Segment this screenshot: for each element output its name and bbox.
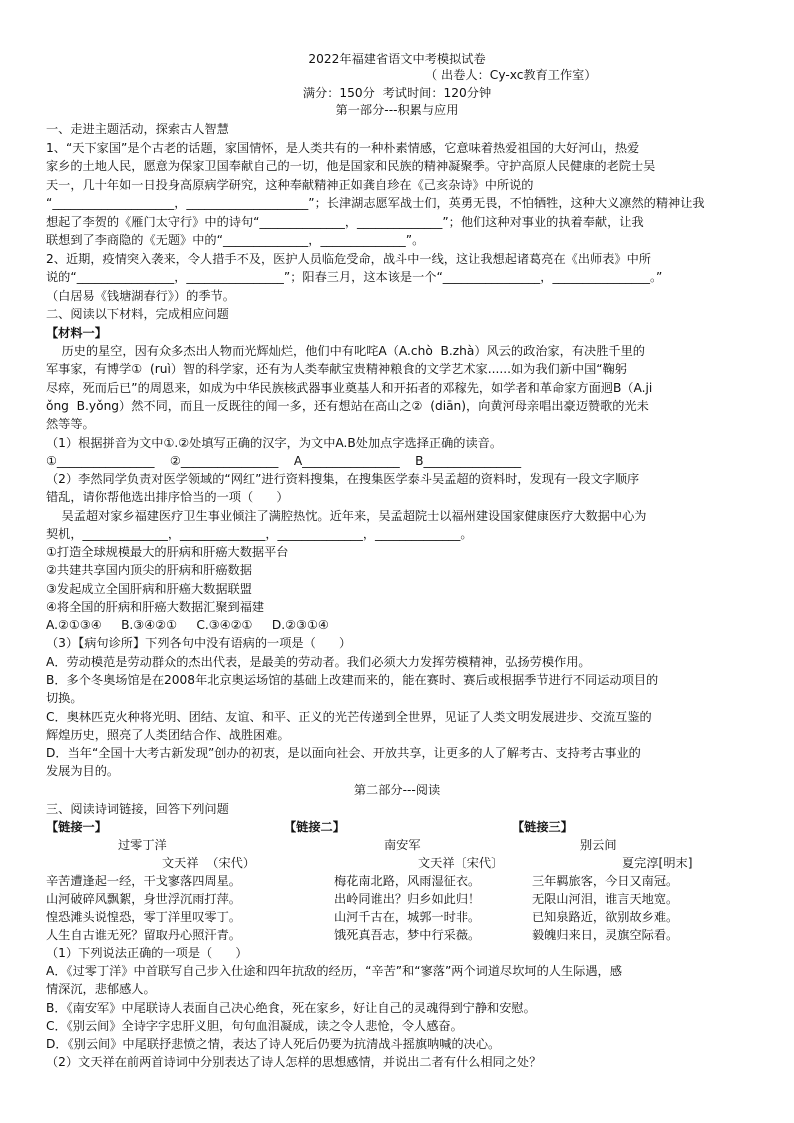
part2-heading: 第二部分---阅读	[353, 783, 441, 797]
poem-line: 无限山河泪，谁言天地宽。	[532, 892, 679, 906]
s2-passage: 吴孟超对家乡福建医疗卫生事业倾注了满腔热忱。近年来，吴孟超院士以福州建设国家健康医疗大数据中心为	[46, 509, 647, 523]
poem-author: 文天祥 （宋代）	[162, 856, 256, 870]
s1-line: （白居易《钱塘湖春行》）的季节。	[46, 289, 235, 303]
poem-line: 人生自古谁无死？留取丹心照汗青。	[46, 928, 241, 942]
exam-title: 2022年福建省语文中考模拟试卷	[308, 52, 486, 66]
s2-choice-b: B．多个冬奥场馆是在2008年北京奥运场馆的基础上改建而来的，能在赛时、赛后或根据季节进行不同运动项目的	[46, 673, 659, 687]
poem-link-label: 【链接二】	[284, 820, 345, 834]
s1-line: 天一，几十年如一日投身高原病学研究，这种奉献精神正如龚自珍在《己亥杂诗》中所说的	[46, 178, 534, 192]
material-one-label: 【材料一】	[46, 326, 107, 340]
s2-paragraph: 然等等。	[46, 417, 95, 431]
poem-link-label: 【链接三】	[512, 820, 573, 834]
s1-line: 家乡的土地人民，愿意为保家卫国奉献自己的一切，他是国家和民族的精神凝聚季。守护高原人民健康的老院士吴	[46, 159, 656, 173]
poem-title: 过零丁洋	[118, 838, 167, 852]
s2-option: ④将全国的肝病和肝癌大数据汇聚到福建	[46, 600, 265, 614]
s2-choice-a: A．劳动模范是劳动群众的杰出代表，是最美的劳动者。我们必须大力发挥劳模精神，弘扬劳模作用。	[46, 655, 591, 669]
s1-line: 联想到了李商隐的《无题》中的“______________，______________”。	[46, 233, 425, 247]
s3-choice-c: C．《别云间》全诗字字忠肝义胆，句句血泪凝成，读之令人悲怆，令人感奋。	[46, 1019, 463, 1033]
poem-line: 惶恐滩头说惶恐，零丁洋里叹零丁。	[46, 910, 241, 924]
exam-author: （ 出卷人：Cy-xc教育工作室）	[425, 68, 597, 82]
s2-option: ③发起成立全国肝病和肝癌大数据联盟	[46, 582, 252, 596]
s2-paragraph: 历史的星空，因有众多杰出人物而光辉灿烂，他们中有叱咤A（A.chò B.zhà）风云的政治家，有决胜千里的	[46, 344, 645, 358]
s3-choice-b: B．《南安军》中尾联诗人表面自己决心绝食，死在家乡，好让自己的灵魂得到宁静和安慰。	[46, 1001, 536, 1015]
section3-heading: 三、阅读诗词链接，回答下列问题	[46, 802, 229, 816]
poem-author: 文天祥〔宋代〕	[418, 856, 504, 870]
s2-choice-c: 辉煌历史，照亮了人类团结合作、战胜困难。	[46, 728, 290, 742]
s2-choices: A.②①③④ B.③④②① C.③④②① D.②③①④	[46, 618, 329, 632]
poem-line: 三年羁旅客，今日又南冠。	[532, 874, 679, 888]
poem-title: 南安军	[384, 838, 421, 852]
section1-heading: 一、走进主题活动，探索古人智慧	[46, 122, 229, 136]
poem-title: 别云间	[580, 838, 617, 852]
s2-option: ②共建共享国内顶尖的肝病和肝癌数据	[46, 563, 252, 577]
s3-choice-a: 情深沉，悲郁感人。	[46, 982, 156, 996]
s2-paragraph: 军事家，有博学① (ruì）智的科学家，还有为人类奉献宝贵精神粮食的文学艺术家......如为我们新中国“鞠躬	[46, 362, 627, 376]
s1-line: 说的“________________，________________”；阳春三月，这本该是一个“________________，________________。”	[46, 270, 663, 284]
s1-line: 1、“天下家国”是个古老的话题，家国情怀，是人类共有的一种朴素情感，它意味着热爱祖国的大好河山，热爱	[46, 141, 640, 155]
s2-question: 错乱，请你帮他选出排序恰当的一项（ ）	[46, 490, 289, 504]
poem-line: 山河破碎风飘絮，身世浮沉雨打萍。	[46, 892, 241, 906]
s2-choice-b: 切换。	[46, 691, 83, 705]
s2-question: （3）【病句诊所】下列各句中没有语病的一项是（ ）	[46, 636, 352, 650]
poem-line: 山河千古在，城郭一时非。	[334, 910, 481, 924]
s2-passage: 契机，______________，______________，______________，______________。	[46, 527, 473, 541]
s2-question: （1）根据拼音为文中①.②处填写正确的汉字，为文中A.B处加点字选择正确的读音。	[46, 436, 503, 450]
s2-option: ①打造全球规模最大的肝病和肝癌大数据平台	[46, 545, 289, 559]
s2-question: （2）李然同学负责对医学领域的“网红”进行资料搜集，在搜集医学泰斗吴孟超的资料时，发现有一段文字顺序	[46, 472, 640, 486]
s2-paragraph: ǒng B.yǒng）然不同，而且一反既往的闻一多，还有想站在高山之② (diān)，向黄河母亲唱出豪迈赞歌的光未	[46, 399, 649, 413]
s2-paragraph: 尽瘁，死而后已”的周恩来，如成为中华民族核武器事业奠基人和开拓者的邓稼先，如学者和革命家方面迥B（A.ji	[46, 381, 653, 395]
s3-choice-a: A．《过零丁洋》中首联写自己步入仕途和四年抗敌的经历，“辛苦”和“寥落”两个词道尽坎坷的人生际遇，感	[46, 964, 622, 978]
poem-line: 饿死真吾志，梦中行采薇。	[334, 928, 481, 942]
s3-choice-d: D．《别云间》中尾联抒悲愤之情，表达了诗人死后仍要为抗清战斗摇旗呐喊的决心。	[46, 1037, 501, 1051]
poem-author: 夏完淳[明末]	[622, 856, 693, 870]
part1-heading: 第一部分---积累与应用	[335, 103, 459, 117]
s2-choice-c: C．奥林匹克火种将光明、团结、友谊、和平、正义的光芒传递到全世界，见证了人类文明发展进步、交流互鉴的	[46, 710, 652, 724]
s1-line: 想起了李贺的《雁门太守行》中的诗句“______________，______________”；他们这种对事业的执着奉献，让我	[46, 215, 644, 229]
poem-line: 已知泉路近，欲别故乡难。	[532, 910, 679, 924]
s2-choice-d: 发展为目的。	[46, 764, 120, 778]
s1-line: 2、近期，疫情突入袭来，令人措手不及，医护人员临危受命，战斗中一线，这让我想起诸葛亮在《出师表》中所	[46, 252, 651, 266]
s2-answer-blanks[interactable]: ①________________ ②________________ A________________ B________________	[46, 454, 522, 468]
s2-choice-d: D．当年“全国十大考古新发现”创办的初衷，是以面向社会、开放共享，让更多的人了解考古、支持考古事业的	[46, 746, 641, 760]
s3-question: （1）下列说法正确的一项是（ ）	[46, 946, 248, 960]
poem-line: 辛苦遭逢起一经，干戈寥落四周星。	[46, 874, 241, 888]
section2-heading: 二、阅读以下材料，完成相应问题	[46, 307, 229, 321]
poem-line: 梅花南北路，风雨湿征衣。	[334, 874, 481, 888]
poem-link-label: 【链接一】	[46, 820, 107, 834]
poem-line: 出岭同谁出？归乡如此归！	[334, 892, 481, 906]
exam-meta: 满分：150分 考试时间：120分钟	[302, 86, 492, 100]
poem-line: 毅魄归来日，灵旗空际看。	[532, 928, 679, 942]
s1-line: “____________________，____________________”；长津湖志愿军战士们，英勇无畏，不怕牺牲，这种大义凛然的精神让我	[46, 196, 705, 210]
s3-question: （2）文天祥在前两首诗词中分别表达了诗人怎样的思想感情，并说出二者有什么相同之处？	[46, 1055, 542, 1069]
